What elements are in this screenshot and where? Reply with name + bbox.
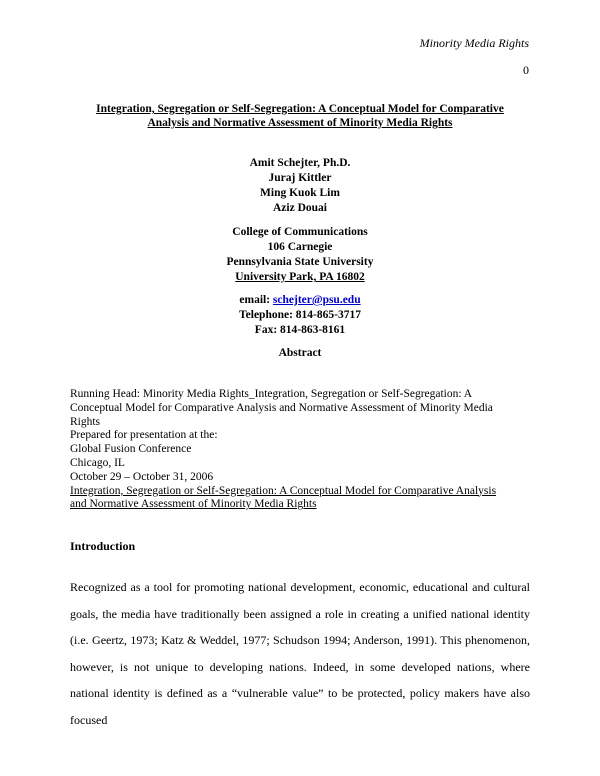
email-link[interactable]: schejter@psu.edu [272,294,361,306]
conference-name: Global Fusion Conference [70,443,192,456]
document-title [70,102,530,130]
running-head-line: Running Head: Minority Media Rights_Integration, Segregation or Self-Segregation: A [70,388,473,400]
introduction-paragraph: Recognized as a tool for promoting national development, economic, educational and cultural goals, the media have traditionally been assigned a role in creating a unified national identity (i.e. Geertz, 1973; Katz & Weddel, 1977; Schudson 1994; Anderson, 1991). This phenomenon, however, is not unique to developing nations. Indeed, in some developed nations, where national identity is defined as a “vulnerable value” to be protected, policy makers have also focused [70,580,530,727]
presentation-line: Prepared for presentation at the: [70,429,218,442]
university-city: University Park, PA 16802 [235,271,365,283]
affiliation-block [70,225,530,285]
conference-location: Chicago, IL [70,456,125,469]
email-label: email: [239,294,273,306]
title-line-2: Analysis and Normative Assessment of Minority Media Rights [147,117,453,129]
repeated-title-line: and Normative Assessment of Minority Media Rights [70,498,317,511]
contact-block [70,293,530,338]
author-name: Amit Schejter, Ph.D. [249,157,351,169]
running-header: Minority Media Rights [419,36,529,50]
abstract-heading: Abstract [278,347,322,359]
running-head-line: Conceptual Model for Comparative Analysis and Normative Assessment of Minority Media [70,401,493,414]
running-head-block [70,388,530,512]
college-name: College of Communications [232,226,368,238]
author-name: Aziz Douai [273,202,327,214]
running-head-line: Rights [70,415,101,428]
university-name: Pennsylvania State University [226,256,374,268]
author-name: Ming Kuok Lim [260,187,340,199]
introduction-heading: Introduction [70,539,136,553]
conference-dates: October 29 – October 31, 2006 [70,470,214,483]
author-name: Juraj Kittler [268,172,332,184]
building-name: 106 Carnegie [267,241,333,253]
telephone-line: Telephone: 814-865-3717 [239,309,361,321]
email-line [70,293,530,308]
page-number: 0 [523,63,529,77]
author-list [70,156,530,216]
repeated-title-line: Integration, Segregation or Self-Segregation: A Conceptual Model for Comparative Analysis [70,484,497,497]
title-line-1: Integration, Segregation or Self-Segregation: A Conceptual Model for Comparative [96,103,504,115]
fax-line: Fax: 814-863-8161 [254,324,346,336]
